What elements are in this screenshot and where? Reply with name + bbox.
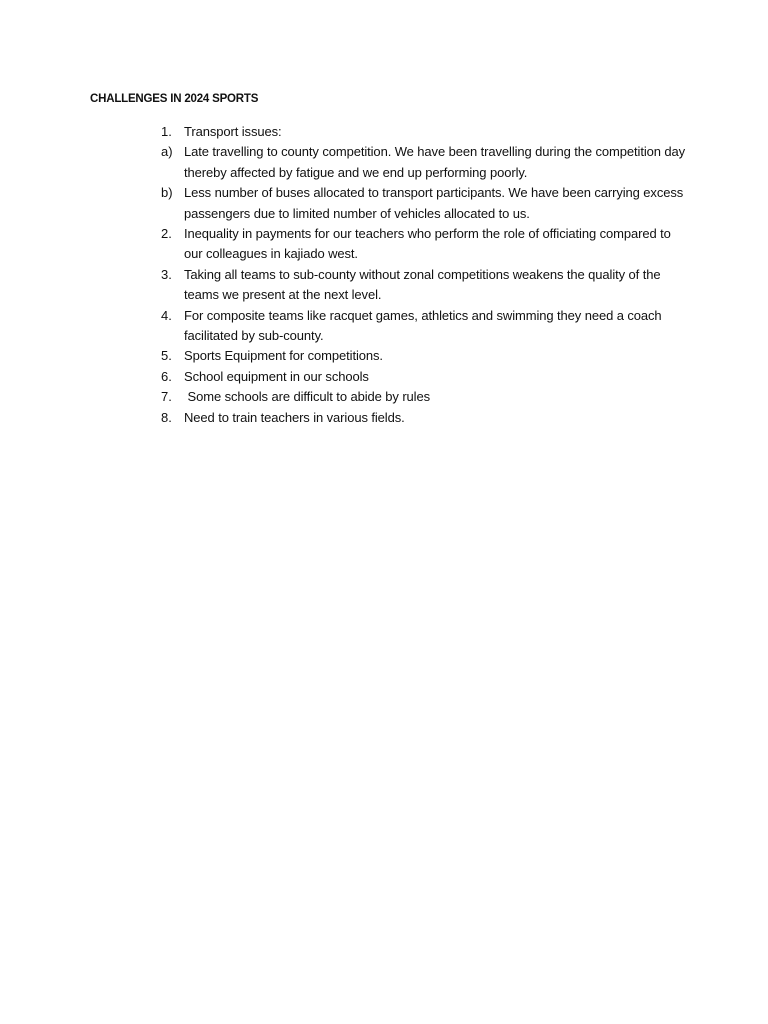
- list-item: [150, 408, 690, 428]
- list-marker: 8.: [161, 409, 172, 425]
- list-marker: 4.: [161, 307, 172, 323]
- list-item-text: Need to train teachers in various fields.: [184, 409, 405, 425]
- list-item-text: Inequality in payments for our teachers who perform the role of officiating compared to our colleagues in kajiado west.: [184, 226, 671, 262]
- list-item: [150, 387, 690, 407]
- challenges-list: [150, 122, 690, 428]
- list-marker: a): [161, 144, 173, 160]
- list-item-text: Taking all teams to sub-county without zonal competitions weakens the quality of the teams we present at the next level.: [184, 266, 661, 303]
- list-item-text: Some schools are difficult to abide by rules: [184, 389, 431, 405]
- list-item: [150, 306, 690, 347]
- list-marker: 2.: [161, 226, 172, 242]
- list-item-text: Sports Equipment for competitions.: [184, 348, 383, 364]
- list-marker: 1.: [161, 124, 172, 139]
- list-item: [150, 142, 690, 183]
- list-item: [150, 346, 690, 366]
- list-marker: 6.: [161, 368, 172, 384]
- list-item: [150, 122, 690, 142]
- list-item: [150, 224, 690, 265]
- list-item: [150, 265, 690, 306]
- list-item-text: For composite teams like racquet games, athletics and swimming they need a coach facilitated by sub-county.: [184, 307, 662, 344]
- list-marker: b): [161, 185, 173, 201]
- list-item: [150, 183, 690, 224]
- list-item-text: Transport issues:: [184, 124, 282, 139]
- list-marker: 7.: [161, 389, 172, 405]
- list-item: [150, 367, 690, 387]
- document-title: CHALLENGES IN 2024 SPORTS: [90, 93, 259, 105]
- list-marker: 5.: [161, 348, 172, 364]
- list-item-text: School equipment in our schools: [184, 368, 369, 384]
- list-item-text: Less number of buses allocated to transport participants. We have been carrying excess passengers due to limited number of vehicles allocated to us.: [184, 185, 684, 221]
- list-item-text: Late travelling to county competition. We have been travelling during the competition day thereby affected by fatigue and we end up performing poorly.: [184, 144, 686, 180]
- list-marker: 3.: [161, 266, 172, 282]
